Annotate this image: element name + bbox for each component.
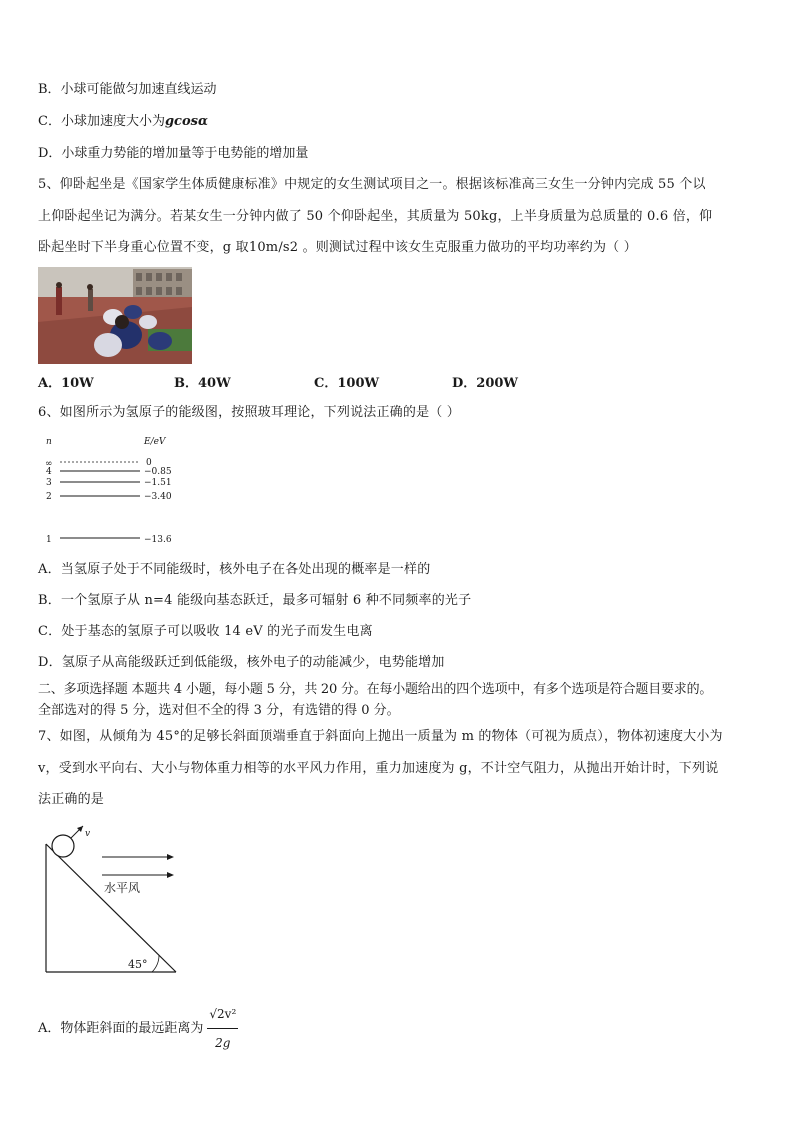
q5-stem-line-3: 卧起坐时下半身重心位置不变，g 取10m/s2 。则测试过程中该女生克服重力做功的平均功率约为（ ） [38, 240, 637, 255]
q5-option-d: D．200W [452, 376, 519, 391]
angle-arc [152, 955, 159, 972]
q5-option-b: B．40W [174, 376, 231, 391]
q6-option-b: B．一个氢原子从 n=4 能级向基态跃迁，最多可辐射 6 种不同频率的光子 [38, 593, 472, 608]
level-e-2: −3.40 [144, 492, 172, 502]
wind-arrowhead-2 [167, 872, 174, 878]
q4-option-c [38, 112, 208, 132]
angle-label: 45° [128, 958, 148, 971]
fraction-numerator: √2v² [207, 1000, 238, 1029]
incline-wind-diagram [38, 822, 188, 980]
q6-option-d: D．氢原子从高能级跃迁到低能级，核外电子的动能减少，电势能增加 [38, 655, 445, 670]
level-e-3: −1.51 [144, 478, 172, 488]
level-n-2: 2 [46, 492, 52, 502]
velocity-label: v [85, 829, 91, 839]
q7-stem-line-1: 7、如图，从倾角为 45°的足够长斜面顶端垂直于斜面向上抛出一质量为 m 的物体（可视为质点），物体初速度大小为 [38, 729, 723, 744]
q7-option-a [38, 1000, 238, 1057]
level-n-4: 4 [46, 467, 52, 477]
q7-stem-line-2: v，受到水平向右、大小与物体重力相等的水平风力作用，重力加速度为 g，不计空气阻力，从抛出开始计时，下列说 [38, 761, 719, 776]
projectile-ball [52, 835, 74, 857]
q6-option-a: A．当氢原子处于不同能级时，核外电子在各处出现的概率是一样的 [38, 562, 431, 577]
q5-options [38, 372, 558, 392]
section2-instructions-line-1: 二、多项选择题 本题共 4 小题，每小题 5 分，共 20 分。在每小题给出的四个选项中，有多个选项是符合题目要求的。 [38, 682, 713, 697]
q5-stem-line-1: 5、仰卧起坐是《国家学生体质健康标准》中规定的女生测试项目之一。根据该标准高三女生一分钟内完成 55 个以 [38, 177, 706, 192]
level-e-inf: 0 [146, 458, 152, 468]
n-axis-label: n [46, 437, 52, 447]
incline-slope [46, 844, 176, 972]
q5-option-c: C．100W [314, 376, 380, 391]
q6-stem: 6、如图所示为氢原子的能级图，按照玻耳理论，下列说法正确的是（ ） [38, 405, 461, 420]
q7-stem-line-3: 法正确的是 [38, 792, 105, 807]
level-e-1: −13.6 [144, 535, 172, 545]
q5-option-a: A．10W [38, 376, 94, 391]
q4-option-c-text: C．小球加速度大小为 [38, 114, 165, 129]
level-e-4: −0.85 [144, 467, 172, 477]
wind-arrowhead-1 [167, 854, 174, 860]
q4-option-d: D．小球重力势能的增加量等于电势能的增加量 [38, 146, 309, 161]
level-n-inf: ∞ [45, 459, 53, 469]
q7-option-a-text: A．物体距斜面的最远距离为 [38, 1021, 204, 1036]
hydrogen-energy-level-diagram [38, 432, 198, 548]
fraction-denominator: 2g [215, 1036, 231, 1050]
level-n-3: 3 [46, 478, 52, 488]
q5-stem-line-2: 上仰卧起坐记为满分。若某女生一分钟内做了 50 个仰卧起坐，其质量为 50kg，上半身质量为总质量的 0.6 倍，仰 [38, 209, 713, 224]
q6-option-c: C．处于基态的氢原子可以吸收 14 eV 的光子而发生电离 [38, 624, 373, 639]
section2-instructions-line-2: 全部选对的得 5 分，选对但不全的得 3 分，有选错的得 0 分。 [38, 703, 400, 718]
wind-label: 水平风 [104, 881, 141, 895]
q4-option-b: B．小球可能做匀加速直线运动 [38, 82, 217, 97]
q4-option-c-formula: gcosα [164, 114, 208, 129]
energy-axis-label: E/eV [144, 437, 166, 447]
q7-option-a-fraction [207, 1000, 238, 1057]
situp-test-photo [38, 267, 192, 364]
level-n-1: 1 [46, 535, 52, 545]
